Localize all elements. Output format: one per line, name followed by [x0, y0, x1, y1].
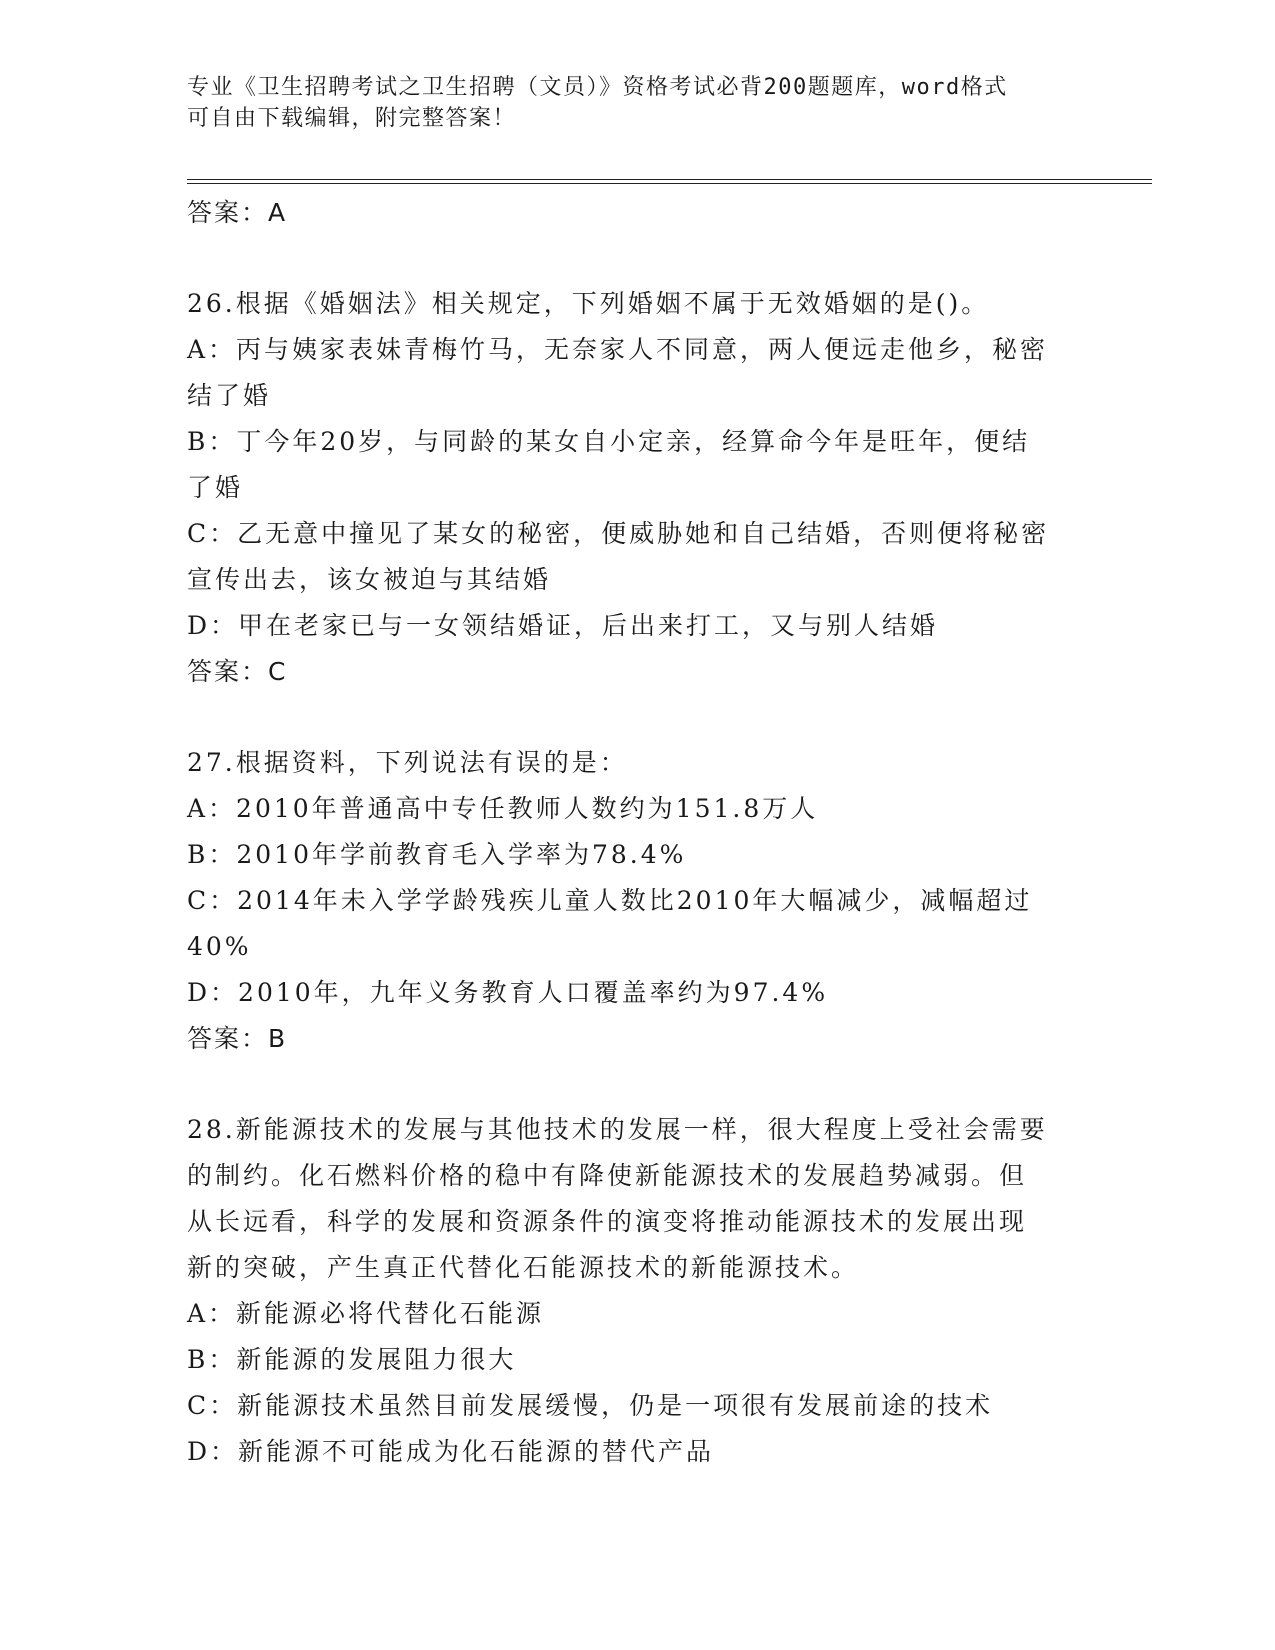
header-rule-bottom: [187, 183, 1152, 184]
question-26-stem: 26.根据《婚姻法》相关规定，下列婚姻不属于无效婚姻的是()。: [187, 289, 990, 318]
question-27: [187, 740, 1087, 1062]
question-28: [187, 1107, 1087, 1475]
header-line-1: 专业《卫生招聘考试之卫生招聘（文员）》资格考试必背200题题库，word格式: [187, 75, 1008, 100]
question-28-option-c: C：新能源技术虽然目前发展缓慢，仍是一项很有发展前途的技术: [187, 1391, 994, 1420]
question-27-option-b: B：2010年学前教育毛入学率为78.4%: [187, 840, 687, 869]
spacer: [187, 236, 1087, 281]
question-28-option-b: B：新能源的发展阻力很大: [187, 1345, 517, 1374]
question-26-option-c: C：乙无意中撞见了某女的秘密，便威胁她和自己结婚，否则便将秘密: [187, 519, 1050, 548]
question-28-option-d: D：新能源不可能成为化石能源的替代产品: [187, 1437, 715, 1466]
spacer: [187, 695, 1087, 740]
question-28-stem-line-1: 28.新能源技术的发展与其他技术的发展一样，很大程度上受社会需要: [187, 1115, 1048, 1144]
question-content: [187, 190, 1087, 1475]
question-26-option-b: B：丁今年20岁，与同龄的某女自小定亲，经算命今年是旺年，便结: [187, 427, 1031, 456]
question-26-option-b-cont: 了婚: [187, 473, 244, 502]
question-27-option-a: A：2010年普通高中专任教师人数约为151.8万人: [187, 794, 819, 823]
header-rule-top: [187, 179, 1152, 180]
question-27-stem: 27.根据资料，下列说法有误的是：: [187, 748, 628, 777]
question-26-answer: 答案：C: [187, 657, 288, 686]
question-28-stem-line-4: 新的突破，产生真正代替化石能源技术的新能源技术。: [187, 1253, 860, 1282]
question-26-option-d: D：甲在老家已与一女领结婚证，后出来打工，又与别人结婚: [187, 611, 939, 640]
answer-previous: 答案：A: [187, 198, 288, 227]
question-27-answer: 答案：B: [187, 1024, 288, 1053]
question-28-stem-line-3: 从长远看，科学的发展和资源条件的演变将推动能源技术的发展出现: [187, 1207, 1028, 1236]
question-28-stem-line-2: 的制约。化石燃料价格的稳中有降使新能源技术的发展趋势减弱。但: [187, 1161, 1028, 1190]
question-28-option-a: A：新能源必将代替化石能源: [187, 1299, 545, 1328]
question-26-option-a-cont: 结了婚: [187, 381, 272, 410]
question-26-option-a: A：丙与姨家表妹青梅竹马，无奈家人不同意，两人便远走他乡，秘密: [187, 335, 1049, 364]
question-27-option-d: D：2010年，九年义务教育人口覆盖率约为97.4%: [187, 978, 829, 1007]
document-header: [187, 72, 1087, 134]
spacer: [187, 1062, 1087, 1107]
header-line-2: 可自由下载编辑，附完整答案！: [187, 106, 517, 131]
question-27-option-c-cont: 40%: [187, 932, 252, 961]
question-26-option-c-cont: 宣传出去，该女被迫与其结婚: [187, 565, 552, 594]
question-26: [187, 281, 1087, 695]
question-27-option-c: C：2014年未入学学龄残疾儿童人数比2010年大幅减少，减幅超过: [187, 886, 1033, 915]
